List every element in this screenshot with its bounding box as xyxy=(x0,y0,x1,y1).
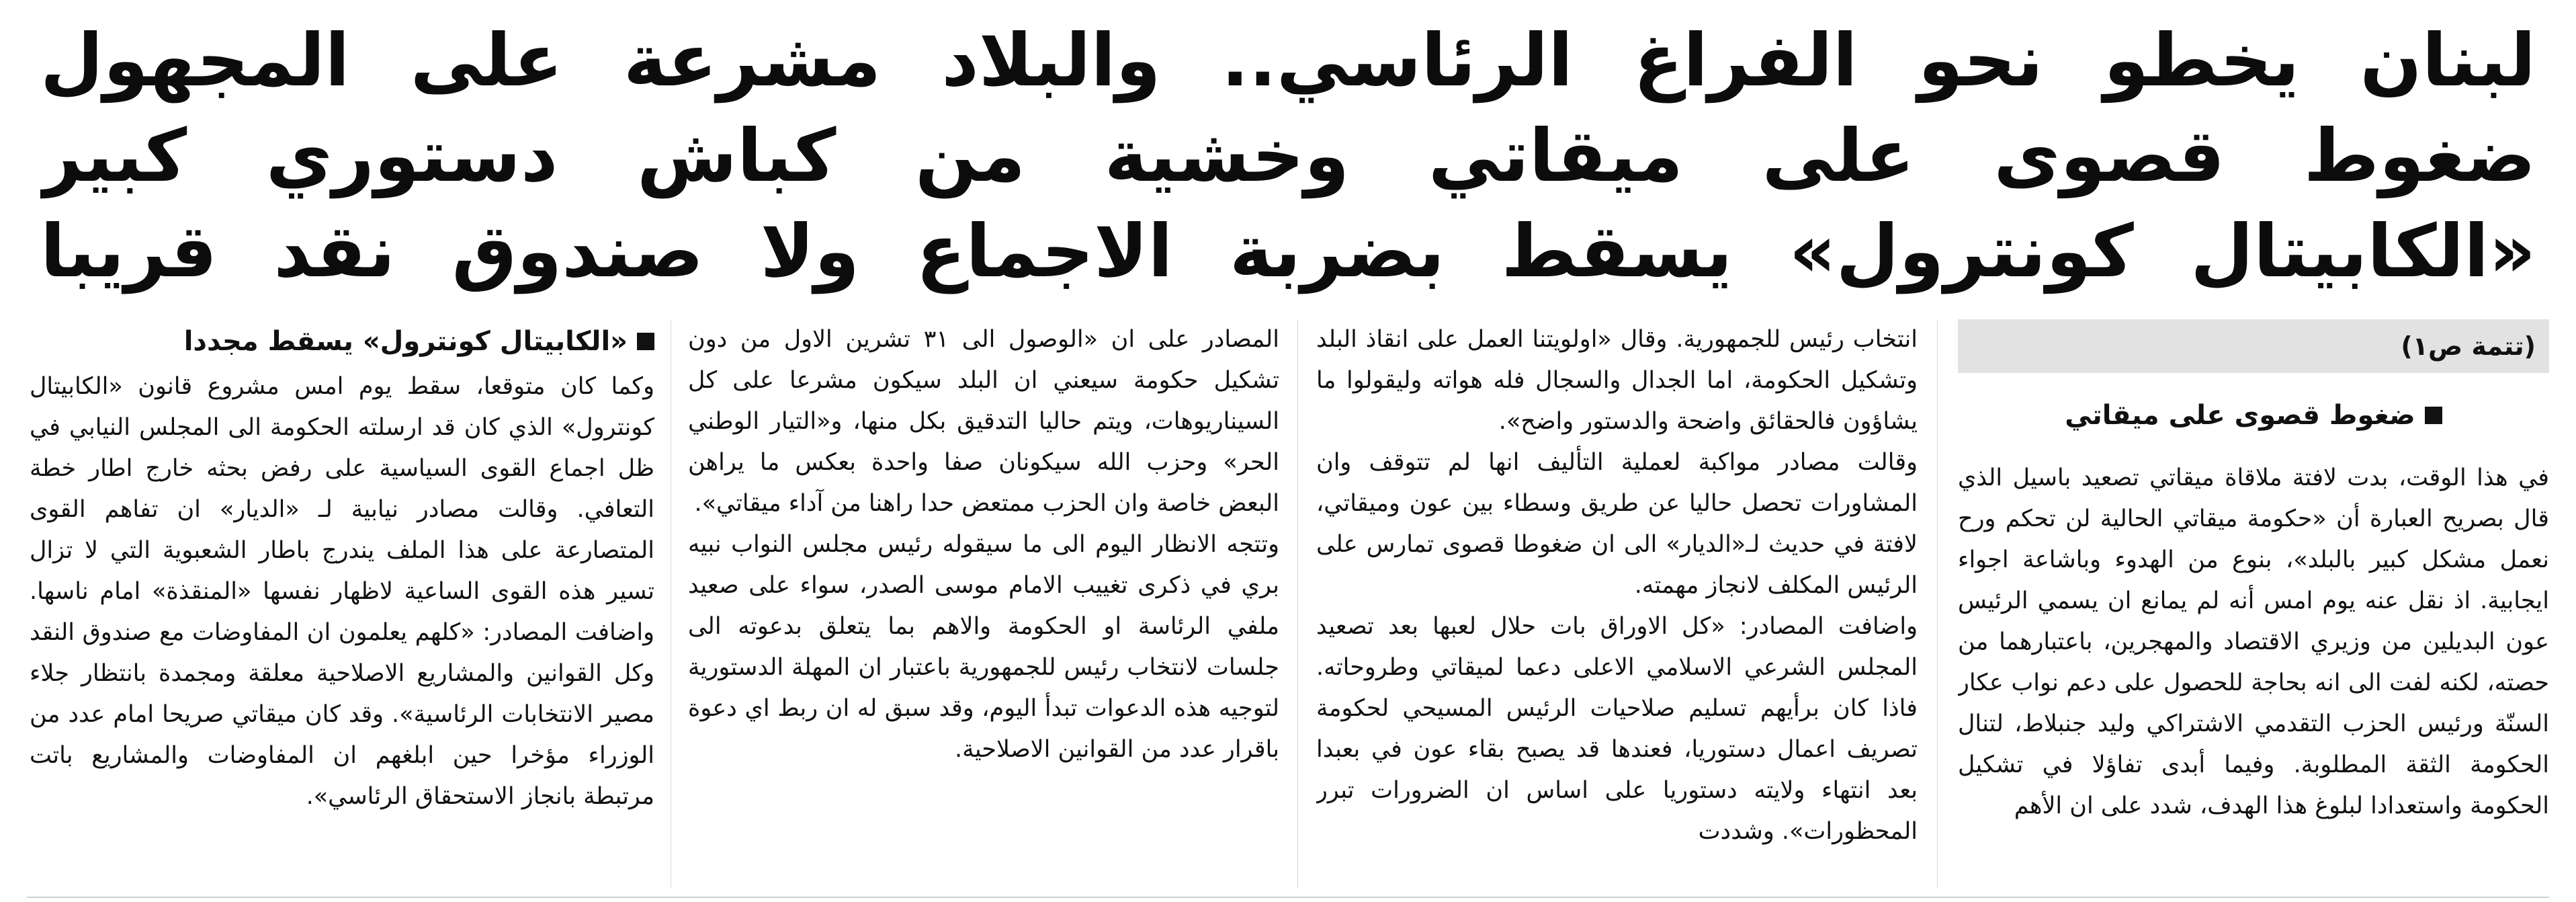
column-4-subhead xyxy=(30,319,654,364)
column-3 xyxy=(688,319,1279,889)
headline-third: «الكابيتال كونترول» يسقط بضربة الاجماع ولا صندوق نقد قريبا xyxy=(40,210,2536,294)
headline-block xyxy=(40,13,2536,302)
square-bullet-icon xyxy=(637,333,654,350)
square-bullet-icon xyxy=(2425,407,2442,424)
continuation-label: (تتمة ص١) xyxy=(1958,319,2549,373)
bottom-rule xyxy=(27,897,2549,898)
column-divider xyxy=(1297,319,1298,889)
column-2 xyxy=(1316,319,1918,889)
column-4 xyxy=(30,319,654,889)
column-1-paragraph: في هذا الوقت، بدت لافتة ملاقاة ميقاتي تصعيد باسيل الذي قال بصريح العبارة أن «حكومة ميقاتي الحالية لن تحكم ورح نعمل مشكل كبير بالبلد»، بنوع من الهدوء وباشاعة اجواء ايجابية. اذ نقل عنه يوم امس أنه لم يمانع ان يسمي الرئيس عون البديلين من وزيري الاقتصاد والمهجرين، باعتبارهما من حصته، لكنه لفت الى انه بحاجة للحصول على دعم نواب عكار السنّة ورئيس الحزب التقدمي الاشتراكي وليد جنبلاط، لتنال الحكومة الثقة المطلوبة. وفيما أبدى تفاؤلا في تشكيل الحكومة واستعدادا لبلوغ هذا الهدف، شدد على ان الأهم xyxy=(1958,464,2549,819)
column-2-paragraph-2: وقالت مصادر مواكبة لعملية التأليف انها لم تتوقف وان المشاورات تحصل حاليا عن طريق وسطاء بين عون وميقاتي، لافتة في حديث لـ«الديار» الى ان ضغوطا قصوى تمارس على الرئيس المكلف لانجاز مهمته. xyxy=(1316,449,1918,599)
column-1-subhead-text: ضغوط قصوى على ميقاتي xyxy=(2065,400,2415,431)
column-3-paragraph-1: المصادر على ان «الوصول الى ٣١ تشرين الاول من دون تشكيل حكومة سيعني ان البلد سيكون مشرعا على كل السيناريوهات، ويتم حاليا التدقيق بكل منها، و«التيار الوطني الحر» وحزب الله سيكونان صفا واحدة بعكس ما يراهن البعض خاصة وان الحزب ممتعض حدا راهنا من آداء ميقاتي». xyxy=(688,326,1279,517)
article-columns xyxy=(27,319,2549,889)
column-1-subhead xyxy=(1958,393,2549,438)
column-3-paragraph-2: وتتجه الانظار اليوم الى ما سيقوله رئيس مجلس النواب نبيه بري في ذكرى تغييب الامام موسى الصدر، سواء على صعيد ملفي الرئاسة او الحكومة والاهم بما يتعلق بدعوته الى جلسات لانتخاب رئيس للجمهورية باعتبار ان المهلة الدستورية لتوجيه هذه الدعوات تبدأ اليوم، وقد سبق له ان ربط اي دعوة باقرار عدد من القوانين الاصلاحية. xyxy=(688,531,1279,763)
column-4-subhead-text: «الكابيتال كونترول» يسقط مجددا xyxy=(183,326,628,357)
headline-secondary: ضغوط قصوى على ميقاتي وخشية من كباش دستوري كبير xyxy=(40,114,2536,198)
column-divider xyxy=(1937,319,1938,889)
column-4-paragraph: وكما كان متوقعا، سقط يوم امس مشروع قانون «الكابيتال كونترول» الذي كان قد ارسلته الحكومة الى المجلس النيابي في ظل اجماع القوى السياسية على رفض بحثه خارج اطار خطة التعافي. وقالت مصادر نيابية لـ «الديار» ان تفاهم القوى المتصارعة على هذا الملف يندرج باطار الشعبوية التي لا تزال تسير هذه القوى الساعية لاظهار نفسها «المنقذة» امام ناسها. واضافت المصادر: «كلهم يعلمون ان المفاوضات مع صندوق النقد وكل القوانين والمشاريع الاصلاحية معلقة ومجمدة بانتظار جلاء مصير الانتخابات الرئاسية». وقد كان ميقاتي صريحا امام عدد من الوزراء مؤخرا حين ابلغهم ان المفاوضات والمشاريع باتت مرتبطة بانجاز الاستحقاق الرئاسي». xyxy=(30,373,654,810)
column-2-paragraph-3: واضافت المصادر: «كل الاوراق بات حلال لعبها بعد تصعيد المجلس الشرعي الاسلامي الاعلى دعما لميقاتي وطروحاته. فاذا كان برأيهم تسليم صلاحيات الرئيس المسيحي لحكومة تصريف اعمال دستوريا، فعندها قد يصبح بقاء عون في بعبدا بعد انتهاء ولايته دستوريا على اساس ان الضرورات تبرر المحظورات». وشددت xyxy=(1316,613,1918,845)
headline-main: لبنان يخطو نحو الفراغ الرئاسي.. والبلاد مشرعة على المجهول xyxy=(40,19,2536,103)
column-1 xyxy=(1958,319,2549,889)
column-2-paragraph-1: انتخاب رئيس للجمهورية. وقال «اولويتنا العمل على انقاذ البلد وتشكيل الحكومة، اما الجدال والسجال فله هواته وليقولوا ما يشاؤون فالحقائق واضحة والدستور واضح». xyxy=(1316,326,1918,435)
